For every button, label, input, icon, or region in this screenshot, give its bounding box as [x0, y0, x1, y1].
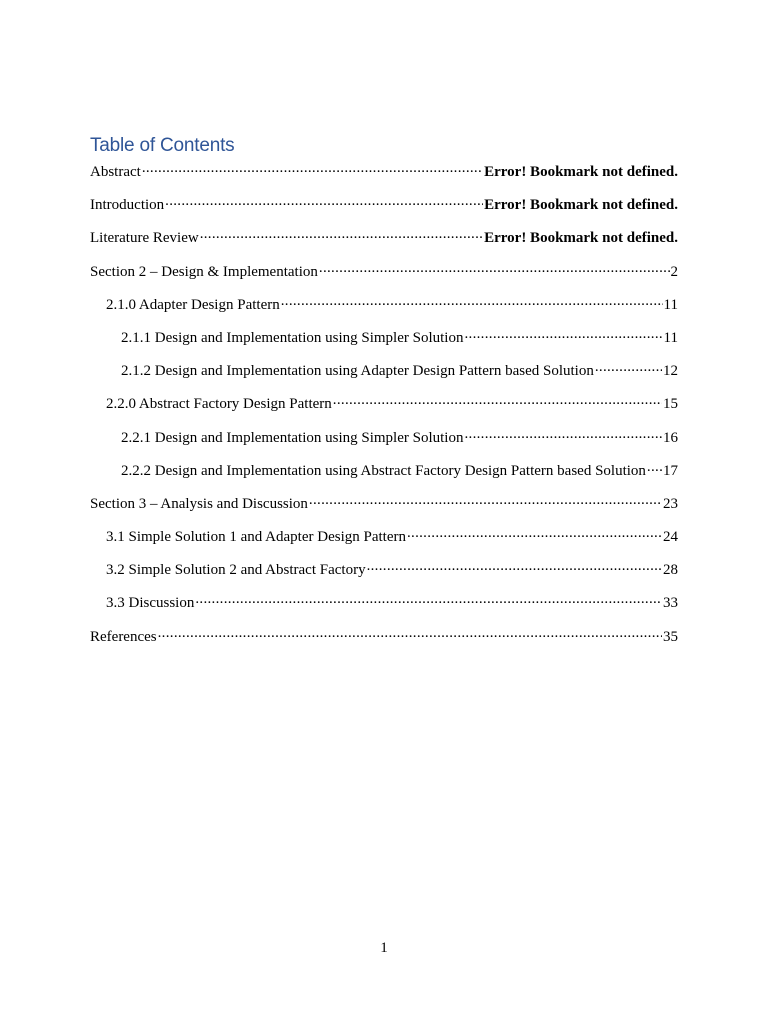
- toc-dot-leader: [195, 591, 662, 607]
- toc-entry-page: Error! Bookmark not defined.: [484, 197, 678, 214]
- toc-entry-label: 2.2.0 Abstract Factory Design Pattern: [106, 396, 332, 413]
- toc-entry-label: 3.3 Discussion: [106, 595, 195, 612]
- toc-dot-leader: [464, 326, 662, 342]
- toc-entry-label: Section 3 – Analysis and Discussion: [90, 495, 308, 512]
- toc-entry-2-1-2[interactable]: [90, 359, 678, 392]
- toc-entry-label: Literature Review: [90, 230, 199, 247]
- toc-entry-label: 2.1.2 Design and Implementation using Adapter Design Pattern based Solution: [121, 363, 594, 380]
- toc-entry-2-2-2[interactable]: [90, 459, 678, 492]
- toc-entry-3-3[interactable]: [90, 591, 678, 624]
- toc-dot-leader: [281, 293, 663, 309]
- toc-entry-page: 11: [663, 329, 678, 346]
- toc-heading: Table of Contents: [90, 135, 235, 156]
- toc-entry-page: 23: [663, 495, 678, 512]
- toc-entry-section-2[interactable]: [90, 260, 678, 293]
- toc-dot-leader: [367, 558, 662, 574]
- toc-entry-2-1-1[interactable]: [90, 326, 678, 359]
- toc-entry-page: 33: [663, 595, 678, 612]
- toc-entry-literature-review[interactable]: [90, 226, 678, 259]
- toc-dot-leader: [200, 226, 483, 242]
- toc-dot-leader: [158, 625, 662, 641]
- toc-entry-page: Error! Bookmark not defined.: [484, 230, 678, 247]
- toc-entry-3-2[interactable]: [90, 558, 678, 591]
- toc-entry-page: Error! Bookmark not defined.: [484, 164, 678, 180]
- toc-entry-introduction[interactable]: [90, 193, 678, 226]
- toc-dot-leader: [464, 426, 662, 442]
- toc-entry-label: Section 2 – Design & Implementation: [90, 263, 318, 280]
- toc-dot-leader: [142, 160, 483, 176]
- toc-entry-label: 2.2.1 Design and Implementation using Simpler Solution: [121, 429, 464, 446]
- toc-dot-leader: [165, 193, 483, 209]
- toc-entry-section-3[interactable]: [90, 492, 678, 525]
- toc-entry-page: 12: [663, 363, 678, 380]
- toc-dot-leader: [309, 492, 662, 508]
- toc-entry-label: Abstract: [90, 164, 141, 180]
- toc-entry-references[interactable]: [90, 625, 678, 658]
- page-number: 1: [380, 940, 388, 956]
- toc-entry-page: 35: [663, 628, 678, 645]
- toc-entry-page: 24: [663, 529, 678, 546]
- toc-dot-leader: [407, 525, 662, 541]
- toc-entry-page: 11: [663, 296, 678, 313]
- toc-entry-2-2-1[interactable]: [90, 426, 678, 459]
- toc-entry-label: 2.1.1 Design and Implementation using Simpler Solution: [121, 329, 464, 346]
- toc-entry-label: 2.1.0 Adapter Design Pattern: [106, 296, 280, 313]
- toc-entry-page: 2: [670, 263, 678, 280]
- toc-entry-page: 15: [663, 396, 678, 413]
- toc-entry-2-1-0[interactable]: [90, 293, 678, 326]
- toc-entry-label: Introduction: [90, 197, 165, 214]
- toc-dot-leader: [595, 359, 662, 375]
- toc-dot-leader: [333, 392, 662, 408]
- toc-dot-leader: [647, 459, 662, 475]
- toc-entry-label: References: [90, 628, 157, 645]
- toc-entry-abstract[interactable]: [90, 160, 678, 193]
- toc-entry-label: 3.2 Simple Solution 2 and Abstract Factory: [106, 562, 366, 579]
- toc-dot-leader: [319, 260, 670, 276]
- toc-entry-2-2-0[interactable]: [90, 392, 678, 425]
- toc-entry-label: 2.2.2 Design and Implementation using Abstract Factory Design Pattern based Solution: [121, 462, 646, 479]
- toc-entry-page: 16: [663, 429, 678, 446]
- toc-list: [90, 160, 678, 658]
- toc-entry-label: 3.1 Simple Solution 1 and Adapter Design Pattern: [106, 529, 406, 546]
- toc-entry-3-1[interactable]: [90, 525, 678, 558]
- toc-entry-page: 28: [663, 562, 678, 579]
- toc-entry-page: 17: [663, 462, 678, 479]
